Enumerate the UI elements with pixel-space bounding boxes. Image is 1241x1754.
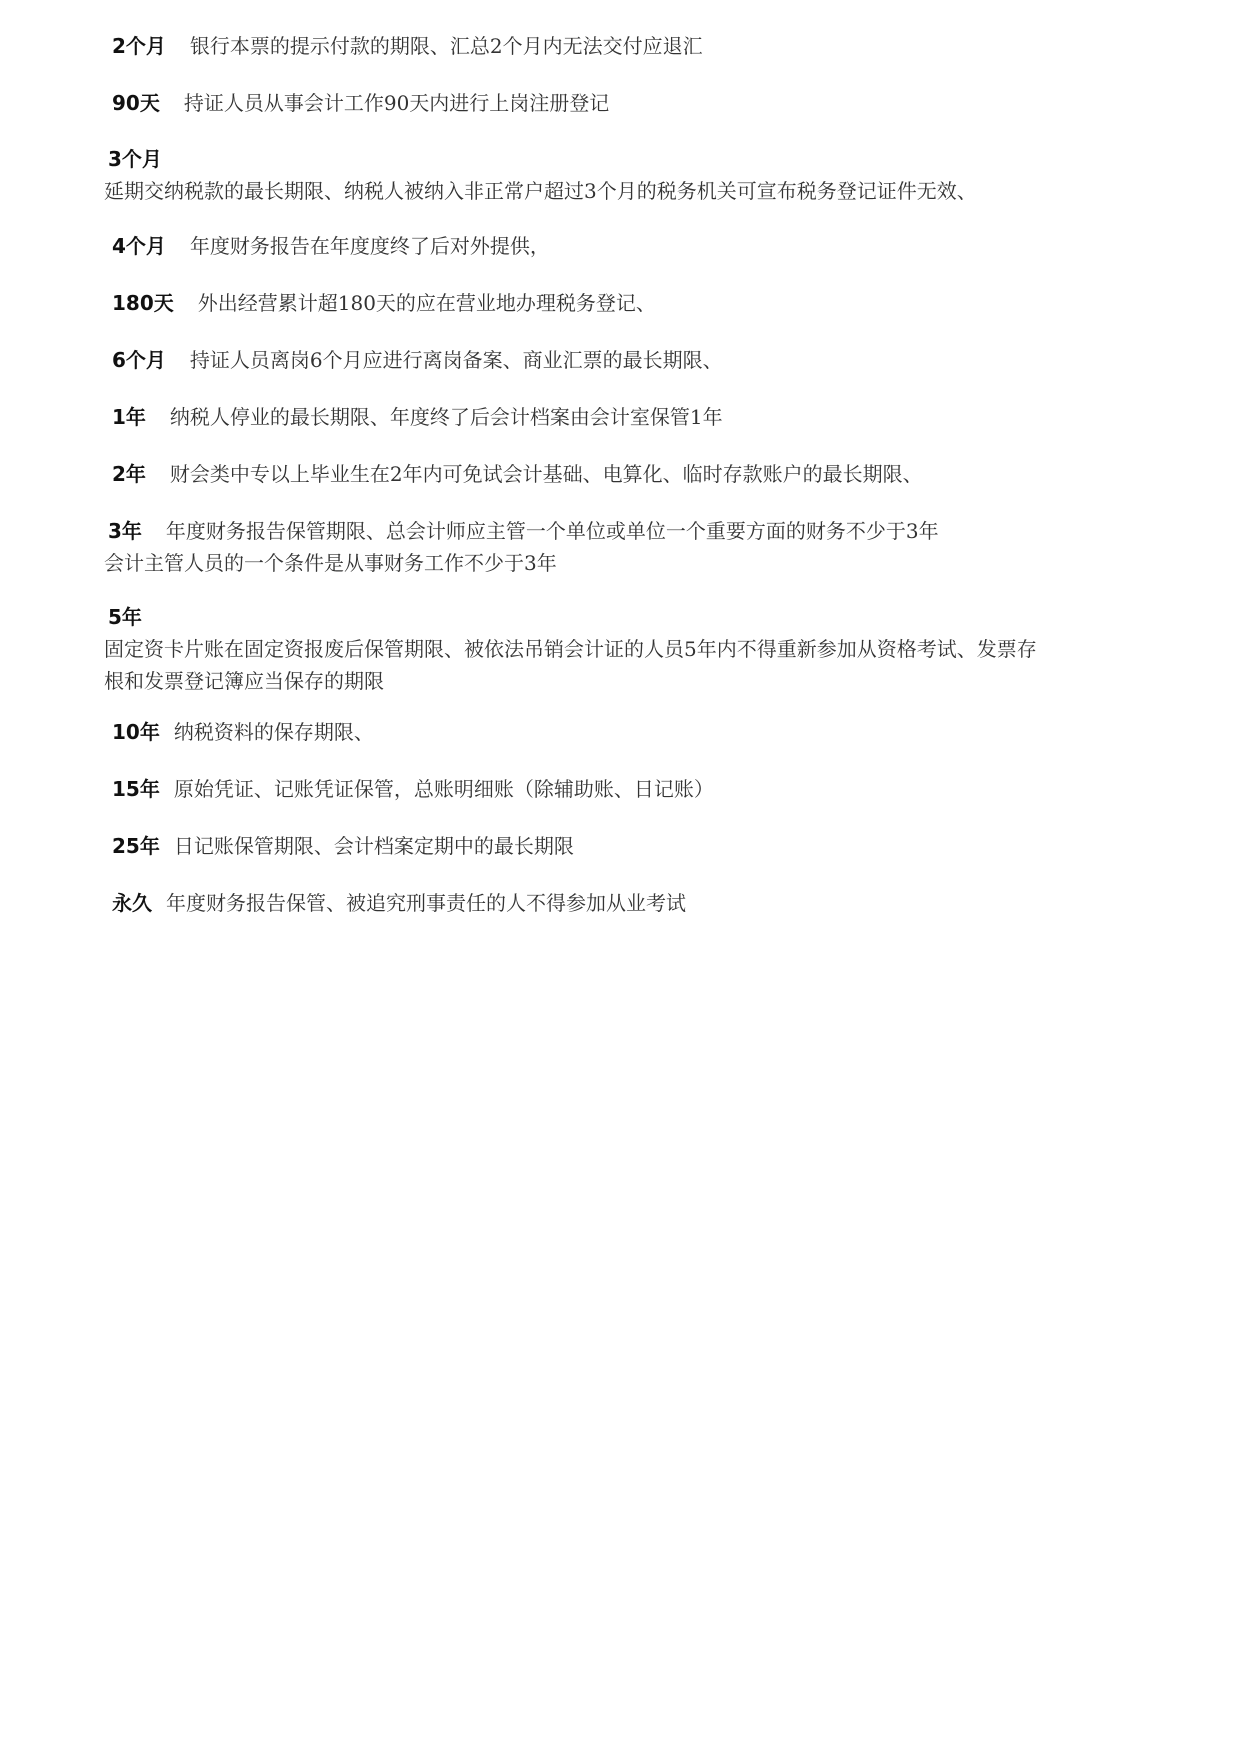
entry-5-years bbox=[104, 601, 1154, 697]
entry-term: 4个月 bbox=[112, 234, 166, 258]
entry-90-days bbox=[108, 87, 1158, 119]
entry-term: 15年 bbox=[112, 777, 160, 801]
entry-25-years bbox=[108, 830, 1158, 862]
entry-6-months bbox=[108, 344, 1158, 376]
entry-description-continued: 会计主管人员的一个条件是从事财务工作不少于3年 bbox=[104, 551, 557, 575]
entry-description: 外出经营累计超180天的应在营业地办理税务登记、 bbox=[197, 291, 656, 315]
entry-description: 年度财务报告在年度度终了后对外提供， bbox=[189, 234, 550, 258]
entry-15-years bbox=[108, 773, 1158, 805]
entry-term: 5年 bbox=[108, 605, 142, 629]
entry-description: 日记账保管期限、会计档案定期中的最长期限 bbox=[173, 834, 574, 858]
entry-description: 财会类中专以上毕业生在2年内可免试会计基础、电算化、临时存款账户的最长期限、 bbox=[169, 462, 923, 486]
entry-permanent bbox=[108, 887, 1158, 919]
entry-description: 延期交纳税款的最长期限、纳税人被纳入非正常户超过3个月的税务机关可宣布税务登记证件无效、 bbox=[104, 179, 977, 203]
entry-1-year bbox=[108, 401, 1158, 433]
entry-term: 90天 bbox=[112, 91, 160, 115]
entry-4-months bbox=[108, 230, 1158, 262]
entry-10-years bbox=[108, 716, 1158, 748]
entry-180-days bbox=[108, 287, 1158, 319]
entry-term: 1年 bbox=[112, 405, 146, 429]
entry-description-continued: 根和发票登记簿应当保存的期限 bbox=[104, 669, 384, 693]
entry-2-years bbox=[108, 458, 1158, 490]
entry-description: 年度财务报告保管期限、总会计师应主管一个单位或单位一个重要方面的财务不少于3年 bbox=[165, 519, 939, 543]
entry-description: 纳税人停业的最长期限、年度终了后会计档案由会计室保管1年 bbox=[169, 405, 723, 429]
entry-term: 3年 bbox=[108, 519, 142, 543]
entry-term: 3个月 bbox=[108, 147, 162, 171]
entry-description: 持证人员离岗6个月应进行离岗备案、商业汇票的最长期限、 bbox=[189, 348, 723, 372]
entry-description: 银行本票的提示付款的期限、汇总2个月内无法交付应退汇 bbox=[189, 34, 703, 58]
entry-description: 原始凭证、记账凭证保管，总账明细账（除辅助账、日记账） bbox=[173, 777, 714, 801]
entry-term: 2年 bbox=[112, 462, 146, 486]
entry-term: 25年 bbox=[112, 834, 160, 858]
entry-3-months bbox=[104, 143, 1154, 207]
entry-description: 纳税资料的保存期限、 bbox=[173, 720, 374, 744]
entry-3-years bbox=[104, 515, 1154, 579]
entry-term: 6个月 bbox=[112, 348, 166, 372]
entry-term: 2个月 bbox=[112, 34, 166, 58]
entry-term: 10年 bbox=[112, 720, 160, 744]
entry-2-months bbox=[108, 30, 1158, 62]
entry-description: 年度财务报告保管、被追究刑事责任的人不得参加从业考试 bbox=[166, 891, 686, 915]
entry-description: 固定资卡片账在固定资报废后保管期限、被依法吊销会计证的人员5年内不得重新参加从资格考试、发票存 bbox=[104, 637, 1037, 661]
entry-term: 永久 bbox=[112, 891, 152, 915]
entry-description: 持证人员从事会计工作90天内进行上岗注册登记 bbox=[183, 91, 610, 115]
entry-term: 180天 bbox=[112, 291, 174, 315]
